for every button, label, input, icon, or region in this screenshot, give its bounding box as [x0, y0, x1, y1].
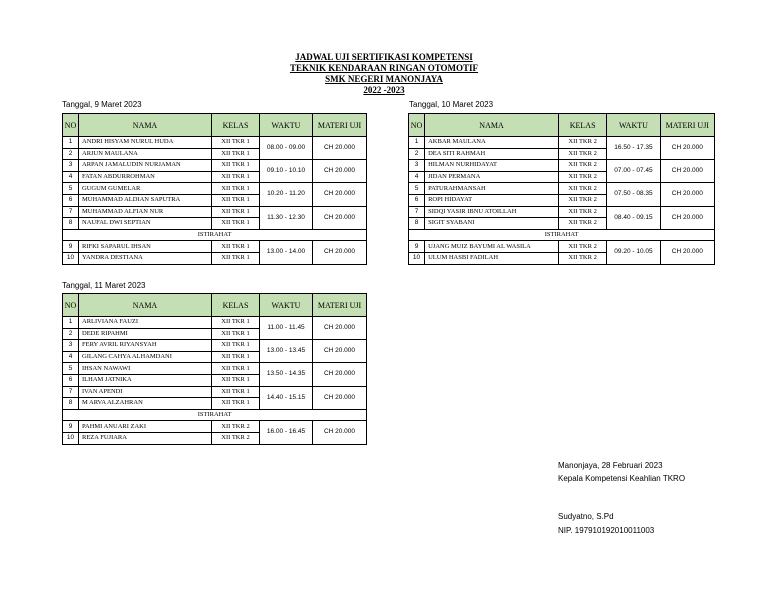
participant-name: SIGIT SYABANI — [425, 218, 559, 230]
participant-name: ILHAM JATNIKA — [79, 374, 212, 386]
participant-name: AKBAR MAULANA — [425, 137, 559, 149]
participant-class: XII TKR 1 — [212, 328, 260, 340]
row-number: 10 — [63, 252, 79, 264]
break-row — [63, 409, 367, 421]
time-slot: 13.00 - 14.00 — [260, 241, 313, 264]
participant-name: PAHMI ANUARI ZAKI — [79, 421, 212, 433]
header-kelas: KELAS — [212, 114, 260, 137]
date-label-day-1: Tanggal, 9 Maret 2023 — [62, 100, 142, 109]
participant-class: XII TKR 2 — [558, 241, 606, 253]
participant-name: PATURAHMANSAH — [425, 183, 559, 195]
exam-material: CH 20.000 — [313, 206, 367, 229]
participant-class: XII TKR 1 — [212, 148, 260, 160]
row-number: 3 — [63, 160, 79, 172]
schedule-table-day-1 — [62, 113, 367, 265]
row-number: 10 — [409, 252, 425, 264]
participant-name: GUGUM GUMELAR — [79, 183, 212, 195]
time-slot: 13.50 - 14.35 — [260, 363, 313, 386]
participant-class: XII TKR 2 — [558, 218, 606, 230]
exam-material: CH 20.000 — [660, 137, 714, 160]
time-slot: 16.50 - 17.35 — [607, 137, 660, 160]
header-no: NO — [63, 114, 79, 137]
break-label: ISTIRAHAT — [409, 229, 715, 241]
row-number: 5 — [63, 183, 79, 195]
row-number: 2 — [409, 148, 425, 160]
table-row — [63, 241, 367, 253]
participant-class: XII TKR 2 — [212, 421, 260, 433]
table-row — [63, 317, 367, 329]
title-line-3: SMK NEGERI MANONJAYA — [325, 74, 443, 84]
participant-name: YANDRA DESTIANA — [79, 252, 212, 264]
participant-name: ARPAN JAMALUDIN NURJAMAN — [79, 160, 212, 172]
row-number: 10 — [63, 432, 79, 444]
header-nama: NAMA — [79, 294, 212, 317]
row-number: 9 — [63, 241, 79, 253]
participant-name: DEA SITI RAHMAH — [425, 148, 559, 160]
participant-class: XII TKR 2 — [558, 137, 606, 149]
participant-name: NAUFAL DWI SEPTIAN — [79, 218, 212, 230]
time-slot: 07.00 - 07.45 — [607, 160, 660, 183]
row-number: 6 — [63, 194, 79, 206]
participant-class: XII TKR 1 — [212, 183, 260, 195]
participant-class: XII TKR 1 — [212, 351, 260, 363]
participant-name: M ARVA ALZAHRAN — [79, 398, 212, 410]
table-header-row — [63, 114, 367, 137]
participant-class: XII TKR 1 — [212, 171, 260, 183]
participant-class: XII TKR 1 — [212, 241, 260, 253]
table-row — [63, 183, 367, 195]
row-number: 2 — [63, 148, 79, 160]
header-kelas: KELAS — [212, 294, 260, 317]
header-waktu: WAKTU — [260, 294, 313, 317]
table-row — [63, 206, 367, 218]
title-line-4: 2022 -2023 — [363, 85, 405, 95]
row-number: 1 — [409, 137, 425, 149]
row-number: 6 — [63, 374, 79, 386]
table-row — [63, 340, 367, 352]
participant-class: XII TKR 1 — [212, 398, 260, 410]
time-slot: 11.30 - 12.30 — [260, 206, 313, 229]
row-number: 1 — [63, 317, 79, 329]
break-row — [409, 229, 715, 241]
break-label: ISTIRAHAT — [63, 409, 367, 421]
schedule-table-day-3 — [62, 293, 367, 445]
participant-class: XII TKR 1 — [212, 340, 260, 352]
participant-name: FERY AVRIL RIYANSYAH — [79, 340, 212, 352]
participant-name: ARJUN MAULANA — [79, 148, 212, 160]
row-number: 7 — [63, 206, 79, 218]
row-number: 9 — [63, 421, 79, 433]
row-number: 4 — [63, 171, 79, 183]
participant-class: XII TKR 1 — [212, 218, 260, 230]
signature-place-date: Manonjaya, 28 Februari 2023 — [558, 461, 663, 470]
exam-material: CH 20.000 — [660, 183, 714, 206]
participant-class: XII TKR 2 — [558, 160, 606, 172]
participant-class: XII TKR 2 — [558, 171, 606, 183]
row-number: 9 — [409, 241, 425, 253]
row-number: 3 — [63, 340, 79, 352]
row-number: 8 — [63, 398, 79, 410]
signature-nip: NIP. 197910192010011003 — [558, 526, 655, 535]
table-header-row — [409, 114, 715, 137]
participant-name: IHSAN NAWAWI — [79, 363, 212, 375]
time-slot: 08.40 - 09.15 — [607, 206, 660, 229]
table-row — [63, 421, 367, 433]
time-slot: 08.00 - 09.00 — [260, 137, 313, 160]
time-slot: 09.10 - 10.10 — [260, 160, 313, 183]
participant-class: XII TKR 1 — [212, 374, 260, 386]
exam-material: CH 20.000 — [313, 160, 367, 183]
table-row — [409, 160, 715, 172]
participant-class: XII TKR 1 — [212, 317, 260, 329]
exam-material: CH 20.000 — [313, 340, 367, 363]
participant-class: XII TKR 1 — [212, 386, 260, 398]
participant-name: ANDRI HISYAM NURUL HUDA — [79, 137, 212, 149]
row-number: 1 — [63, 137, 79, 149]
time-slot: 14.40 - 15.15 — [260, 386, 313, 409]
participant-class: XII TKR 2 — [558, 206, 606, 218]
schedule-table-day-2 — [408, 113, 715, 265]
header-no: NO — [409, 114, 425, 137]
exam-material: CH 20.000 — [660, 160, 714, 183]
signature-position: Kepala Kompetensi Keahlian TKRO — [558, 474, 686, 483]
participant-name: UJANG MUIZ BAYUMI AL WASILA — [425, 241, 559, 253]
row-number: 8 — [409, 218, 425, 230]
header-waktu: WAKTU — [260, 114, 313, 137]
participant-name: ARLIVIANA FAUZI — [79, 317, 212, 329]
header-kelas: KELAS — [558, 114, 606, 137]
header-materi: MATERI UJI — [660, 114, 714, 137]
row-number: 3 — [409, 160, 425, 172]
participant-name: ROPI HIDAYAT — [425, 194, 559, 206]
row-number: 6 — [409, 194, 425, 206]
title-line-2: TEKNIK KENDARAAN RINGAN OTOMOTIF — [289, 63, 479, 73]
table-header-row — [63, 294, 367, 317]
participant-name: FATAN ABDURROHMAN — [79, 171, 212, 183]
participant-class: XII TKR 1 — [212, 160, 260, 172]
time-slot: 10.20 - 11.20 — [260, 183, 313, 206]
participant-name: HILMAN NURHIDAYAT — [425, 160, 559, 172]
exam-material: CH 20.000 — [660, 206, 714, 229]
participant-name: SIDQI YASIR IBNU ATOILLAH — [425, 206, 559, 218]
header-nama: NAMA — [79, 114, 212, 137]
header-no: NO — [63, 294, 79, 317]
exam-material: CH 20.000 — [313, 363, 367, 386]
document-title — [0, 52, 768, 96]
participant-class: XII TKR 2 — [558, 183, 606, 195]
participant-name: GILANG CAHYA ALHAMDANI — [79, 351, 212, 363]
participant-name: DEDE RIPAHMI — [79, 328, 212, 340]
table-row — [409, 206, 715, 218]
participant-class: XII TKR 1 — [212, 137, 260, 149]
participant-name: MUHAMMAD ALDIAN SAPUTRA — [79, 194, 212, 206]
row-number: 7 — [409, 206, 425, 218]
date-label-day-2: Tanggal, 10 Maret 2023 — [409, 100, 494, 109]
exam-material: CH 20.000 — [313, 386, 367, 409]
participant-class: XII TKR 2 — [558, 148, 606, 160]
participant-name: RIFKI SAPARUL IHSAN — [79, 241, 212, 253]
time-slot: 11.00 - 11.45 — [260, 317, 313, 340]
header-materi: MATERI UJI — [313, 114, 367, 137]
date-label-day-3: Tanggal, 11 Maret 2023 — [62, 281, 146, 290]
header-waktu: WAKTU — [607, 114, 660, 137]
table-row — [409, 183, 715, 195]
row-number: 4 — [63, 351, 79, 363]
time-slot: 07.50 - 08.35 — [607, 183, 660, 206]
participant-name: IVAN APENDI — [79, 386, 212, 398]
participant-class: XII TKR 1 — [212, 252, 260, 264]
row-number: 5 — [63, 363, 79, 375]
participant-name: REZA FUJIARA — [79, 432, 212, 444]
participant-name: MUHAMMAD ALFIAN NUR — [79, 206, 212, 218]
row-number: 4 — [409, 171, 425, 183]
exam-material: CH 20.000 — [313, 241, 367, 264]
break-row — [63, 229, 367, 241]
row-number: 8 — [63, 218, 79, 230]
exam-material: CH 20.000 — [313, 421, 367, 444]
break-label: ISTIRAHAT — [63, 229, 367, 241]
participant-class: XII TKR 2 — [558, 252, 606, 264]
time-slot: 09.20 - 10.05 — [607, 241, 660, 264]
row-number: 2 — [63, 328, 79, 340]
exam-material: CH 20.000 — [660, 241, 714, 264]
time-slot: 13.00 - 13.45 — [260, 340, 313, 363]
exam-material: CH 20.000 — [313, 183, 367, 206]
participant-class: XII TKR 1 — [212, 194, 260, 206]
participant-name: ULUM HASBI FADILAH — [425, 252, 559, 264]
participant-class: XII TKR 1 — [212, 363, 260, 375]
participant-name: JIDAN PERMANA — [425, 171, 559, 183]
header-materi: MATERI UJI — [313, 294, 367, 317]
participant-class: XII TKR 2 — [212, 432, 260, 444]
table-row — [63, 386, 367, 398]
table-row — [409, 241, 715, 253]
participant-class: XII TKR 2 — [558, 194, 606, 206]
table-row — [63, 137, 367, 149]
table-row — [63, 363, 367, 375]
time-slot: 16.00 - 16.45 — [260, 421, 313, 444]
header-nama: NAMA — [425, 114, 559, 137]
signature-name: Sudyatno, S.Pd — [558, 512, 614, 521]
row-number: 7 — [63, 386, 79, 398]
table-row — [63, 160, 367, 172]
exam-material: CH 20.000 — [313, 137, 367, 160]
title-line-1: JADWAL UJI SERTIFIKASI KOMPETENSI — [295, 52, 473, 62]
participant-class: XII TKR 1 — [212, 206, 260, 218]
exam-material: CH 20.000 — [313, 317, 367, 340]
row-number: 5 — [409, 183, 425, 195]
table-row — [409, 137, 715, 149]
